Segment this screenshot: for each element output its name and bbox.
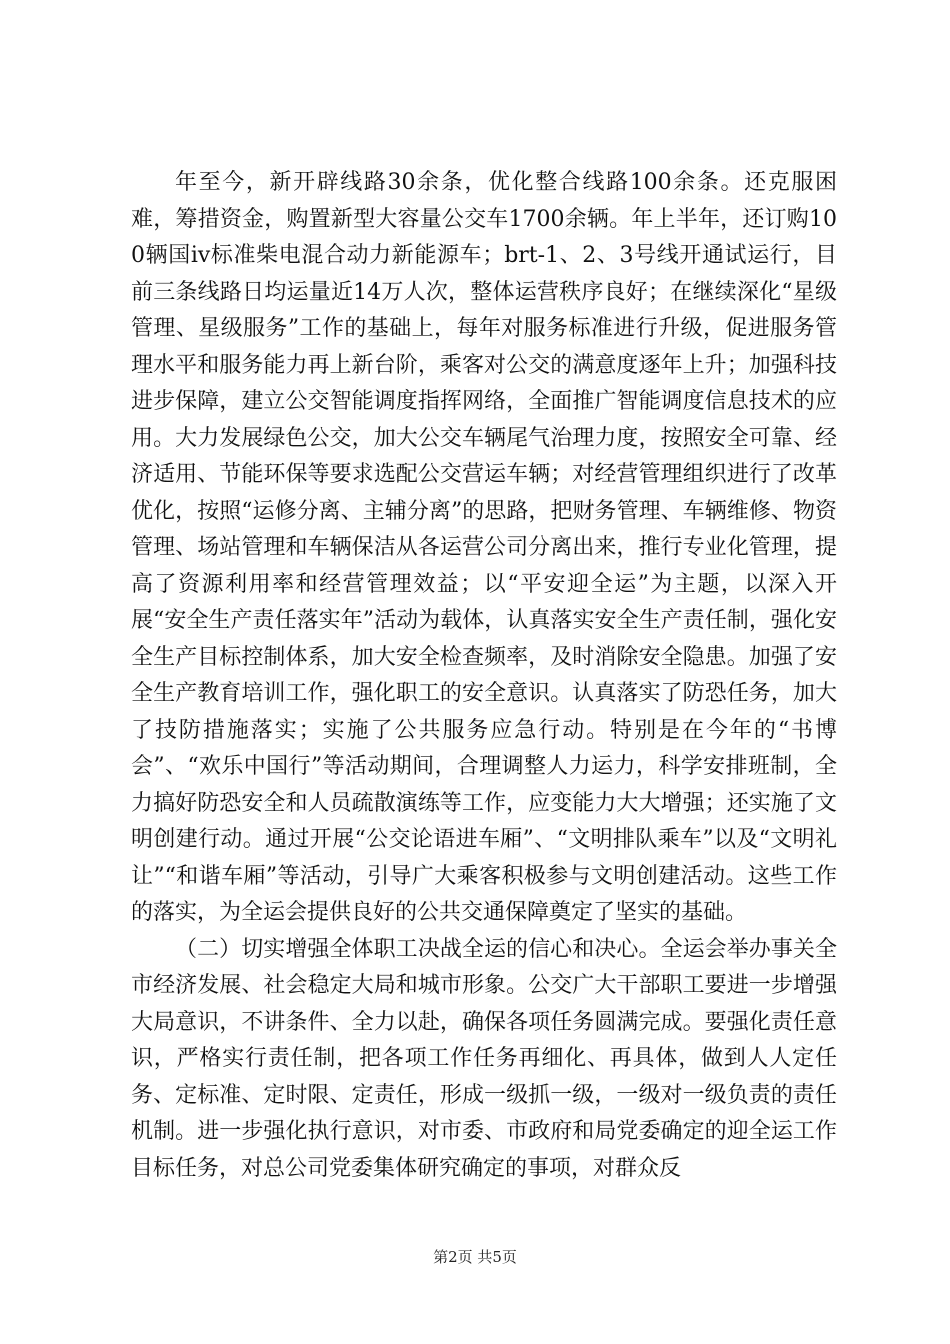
paragraph-public-transit-achievements: 年至今，新开辟线路30余条，优化整合线路100余条。还克服困难，筹措资金，购置新型大容量公交车1700余辆。年上半年，还订购100辆国iv标准柴电混合动力新能源车；brt-1、2、3号线开通试运行，目前三条线路日均运量近14万人次，整体运营秩序良好；在继续深化“星级管理、星级服务”工作的基础上，每年对服务标准进行升级，促进服务管理水平和服务能力再上新台阶，乘客对公交的满意度逐年上升；加强科技进步保障，建立公交智能调度指挥网络，全面推广智能调度信息技术的应用。大力发展绿色公交，加大公交车辆尾气治理力度，按照安全可靠、经济适用、节能环保等要求选配公交营运车辆；对经营管理组织进行了改革优化，按照“运修分离、主辅分离”的思路，把财务管理、车辆维修、物资管理、场站管理和车辆保洁从各运营公司分离出来，推行专业化管理，提高了资源利用率和经营管理效益；以“平安迎全运”为主题，以深入开展“安全生产责任落实年”活动为载体，认真落实安全生产责任制，强化安全生产目标控制体系，加大安全检查频率，及时消除安全隐患。加强了安全生产教育培训工作，强化职工的安全意识。认真落实了防恐任务，加大了技防措施落实；实施了公共服务应急行动。特别是在今年的“书博会”、“欢乐中国行”等活动期间，合理调整人力运力，科学安排班制，全力搞好防恐安全和人员疏散演练等工作，应变能力大大增强；还实施了文明创建行动。通过开展“公交论语进车厢”、“文明排队乘车”以及“文明礼让”“和谐车厢”等活动，引导广大乘客积极参与文明创建活动。这些工作的落实，为全运会提供良好的公共交通保障奠定了坚实的基础。 <box>131 170 837 925</box>
page-footer: 第2页 共5页 <box>433 1248 517 1266</box>
paragraph-confidence-and-determination: （二）切实增强全体职工决战全运的信心和决心。全运会举办事关全市经济发展、社会稳定大局和城市形象。公交广大干部职工要进一步增强大局意识，不讲条件、全力以赴，确保各项任务圆满完成。要强化责任意识，严格实行责任制，把各项工作任务再细化、再具体，做到人人定任务、定标准、定时限、定责任，形成一级抓一级，一级对一级负责的责任机制。进一步强化执行意识，对市委、市政府和局党委确定的迎全运工作目标任务，对总公司党委集体研究确定的事项，对群众反 <box>131 936 837 1181</box>
document-body <box>131 165 837 1187</box>
